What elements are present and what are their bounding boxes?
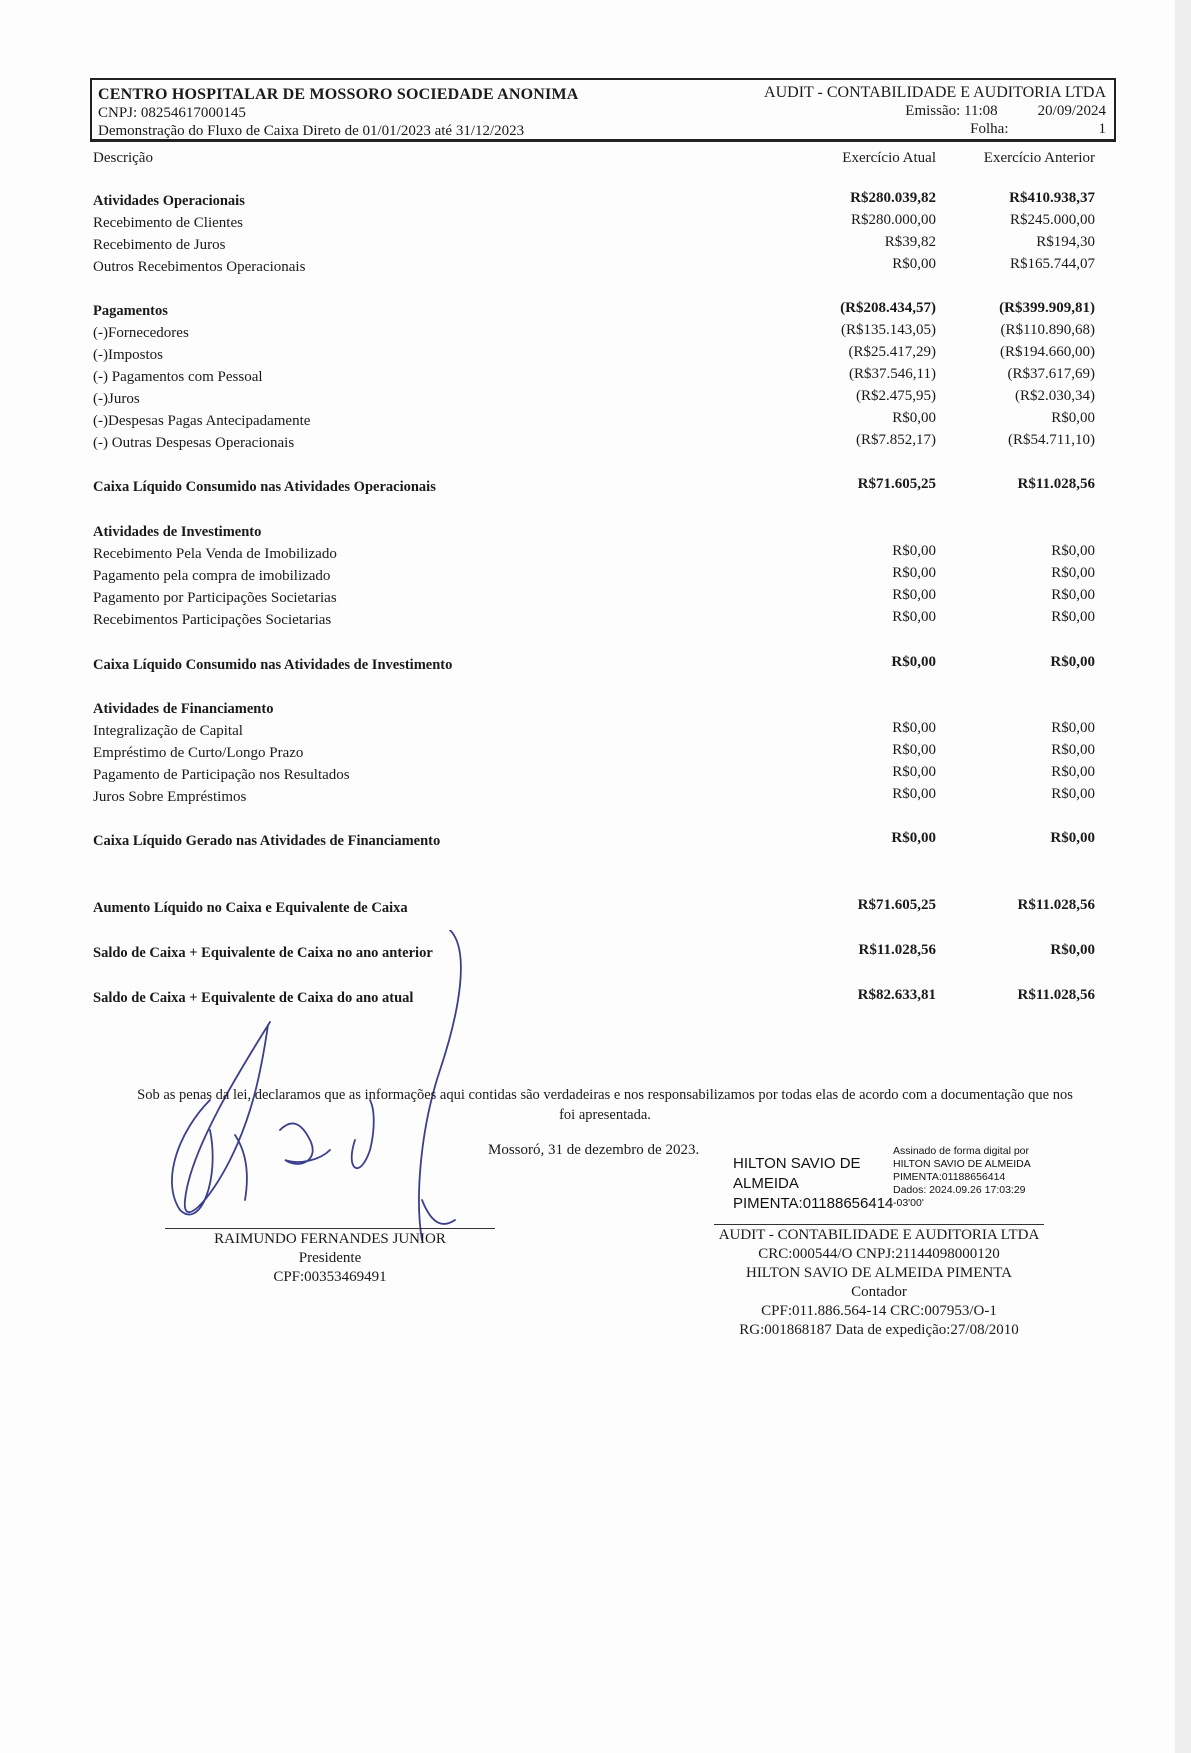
row-label: Caixa Líquido Gerado nas Atividades de Financiamento — [93, 833, 441, 849]
row-value-previous: R$0,00 — [1051, 587, 1095, 603]
accountant-name: HILTON SAVIO DE ALMEIDA PIMENTA — [745, 1265, 1013, 1281]
auditor-name: AUDIT - CONTABILIDADE E AUDITORIA LTDA — [764, 84, 1106, 101]
row-label: Juros Sobre Empréstimos — [93, 789, 247, 805]
accountant-crc-cnpj: CRC:000544/O CNPJ:21144098000120 — [758, 1246, 1000, 1262]
row-label: Atividades de Financiamento — [93, 701, 274, 717]
row-value-previous: R$0,00 — [1051, 786, 1095, 802]
row-value-current: R$0,00 — [892, 543, 936, 559]
row-value-previous: (R$2.030,34) — [1015, 388, 1095, 404]
row-value-previous: (R$399.909,81) — [999, 300, 1095, 316]
row-label: Caixa Líquido Consumido nas Atividades Operacionais — [93, 479, 436, 495]
accountant-signature-line — [714, 1224, 1044, 1225]
row-label: Integralização de Capital — [93, 723, 243, 739]
row-value-current: R$0,00 — [891, 830, 936, 846]
row-value-current: R$0,00 — [892, 742, 936, 758]
row-value-previous: R$11.028,56 — [1017, 987, 1095, 1003]
row-label: (-)Juros — [93, 391, 140, 407]
report-title: Demonstração do Fluxo de Caixa Direto de 01/01/2023 até 31/12/2023 — [98, 123, 525, 139]
row-label: Saldo de Caixa + Equivalente de Caixa no ano anterior — [93, 945, 433, 961]
row-label: Atividades de Investimento — [93, 524, 262, 540]
report-header — [90, 78, 1116, 142]
digital-signature-info: Assinado de forma digital por HILTON SAVIO DE ALMEIDA PIMENTA:01188656414 Dados: 2024.09.26 17:03:29 -03'00' — [893, 1145, 1031, 1209]
row-label: (-)Impostos — [93, 347, 163, 363]
row-label: Recebimento de Juros — [93, 237, 226, 253]
emission-time: Emissão: 11:08 — [905, 103, 998, 119]
accountant-cpf-crc: CPF:011.886.564-14 CRC:007953/O-1 — [761, 1303, 997, 1319]
row-value-current: R$0,00 — [892, 609, 936, 625]
row-label: Saldo de Caixa + Equivalente de Caixa do ano atual — [93, 990, 414, 1006]
row-value-previous: R$165.744,07 — [1009, 256, 1095, 272]
row-value-previous: (R$110.890,68) — [1000, 322, 1095, 338]
row-value-previous: R$0,00 — [1051, 543, 1095, 559]
sheet-number: 1 — [1098, 121, 1106, 137]
page-edge — [1175, 0, 1191, 1753]
president-role: Presidente — [298, 1250, 362, 1266]
row-label: (-) Outras Despesas Operacionais — [93, 435, 295, 451]
row-value-current: R$71.605,25 — [857, 897, 936, 913]
row-label: (-)Fornecedores — [93, 325, 189, 341]
row-value-current: (R$7.852,17) — [856, 432, 936, 448]
declaration-line-1: Sob as penas da lei, declaramos que as informações aqui contidas são verdadeiras e nos responsabilizamos por todas elas de acordo com a documentação que nos — [137, 1087, 1073, 1103]
row-label: Pagamentos — [93, 303, 168, 319]
row-label: Caixa Líquido Consumido nas Atividades de Investimento — [93, 657, 453, 673]
row-label: Recebimentos Participações Societarias — [93, 612, 332, 628]
row-value-current: (R$2.475,95) — [856, 388, 936, 404]
column-header-previous-year: Exercício Anterior — [983, 150, 1095, 166]
row-value-current: R$0,00 — [892, 410, 936, 426]
emission-date: 20/09/2024 — [1037, 103, 1106, 119]
row-value-current: R$0,00 — [892, 256, 936, 272]
president-cpf: CPF:00353469491 — [273, 1269, 387, 1285]
row-value-current: R$0,00 — [892, 764, 936, 780]
row-label: Recebimento de Clientes — [93, 215, 243, 231]
accountant-block — [714, 1226, 1044, 1340]
row-value-previous: R$0,00 — [1051, 720, 1095, 736]
row-label: Pagamento de Participação nos Resultados — [93, 767, 350, 783]
row-value-previous: (R$194.660,00) — [1000, 344, 1095, 360]
row-value-previous: R$0,00 — [1051, 565, 1095, 581]
company-name: CENTRO HOSPITALAR DE MOSSORO SOCIEDADE ANONIMA — [98, 86, 579, 103]
accountant-rg: RG:001868187 Data de expedição:27/08/2010 — [739, 1322, 1019, 1338]
row-value-previous: R$11.028,56 — [1017, 897, 1095, 913]
row-label: Atividades Operacionais — [93, 193, 245, 209]
president-signature-line — [165, 1228, 495, 1229]
row-value-previous: (R$37.617,69) — [1007, 366, 1095, 382]
row-value-current: R$0,00 — [892, 587, 936, 603]
column-header-current-year: Exercício Atual — [842, 150, 936, 166]
row-value-previous: R$0,00 — [1051, 764, 1095, 780]
column-header-description: Descrição — [93, 150, 153, 166]
row-value-previous: (R$54.711,10) — [1008, 432, 1095, 448]
digital-signature-name: HILTON SAVIO DE ALMEIDA PIMENTA:01188656414 — [733, 1155, 894, 1212]
accountant-company: AUDIT - CONTABILIDADE E AUDITORIA LTDA — [718, 1227, 1040, 1243]
row-value-current: R$0,00 — [891, 654, 936, 670]
declaration — [100, 1085, 1110, 1125]
place-date: Mossoró, 31 de dezembro de 2023. — [488, 1142, 700, 1158]
row-value-current: (R$25.417,29) — [848, 344, 936, 360]
row-label: (-)Despesas Pagas Antecipadamente — [93, 413, 311, 429]
row-value-current: R$0,00 — [892, 720, 936, 736]
row-label: Aumento Líquido no Caixa e Equivalente de Caixa — [93, 900, 408, 916]
row-value-current: R$11.028,56 — [858, 942, 936, 958]
row-value-current: R$0,00 — [892, 786, 936, 802]
row-label: Recebimento Pela Venda de Imobilizado — [93, 546, 337, 562]
row-value-current: R$280.000,00 — [850, 212, 936, 228]
row-label: Outros Recebimentos Operacionais — [93, 259, 306, 275]
sheet-label: Folha: — [970, 121, 1009, 137]
row-value-previous: R$410.938,37 — [1009, 190, 1095, 206]
row-value-previous: R$0,00 — [1051, 609, 1095, 625]
row-label: (-) Pagamentos com Pessoal — [93, 369, 263, 385]
row-value-previous: R$0,00 — [1050, 830, 1095, 846]
row-label: Pagamento por Participações Societarias — [93, 590, 337, 606]
row-value-current: R$82.633,81 — [857, 987, 936, 1003]
row-value-current: (R$37.546,11) — [849, 366, 936, 382]
row-value-previous: R$0,00 — [1050, 942, 1095, 958]
row-value-current: R$280.039,82 — [850, 190, 936, 206]
row-value-current: R$71.605,25 — [857, 476, 936, 492]
row-label: Empréstimo de Curto/Longo Prazo — [93, 745, 304, 761]
sheet-info — [970, 121, 1106, 138]
emission-info — [905, 103, 1106, 120]
row-value-current: (R$208.434,57) — [840, 300, 936, 316]
row-value-previous: R$11.028,56 — [1017, 476, 1095, 492]
row-value-previous: R$245.000,00 — [1009, 212, 1095, 228]
row-value-previous: R$0,00 — [1050, 654, 1095, 670]
row-label: Pagamento pela compra de imobilizado — [93, 568, 331, 584]
accountant-role: Contador — [851, 1284, 907, 1300]
row-value-previous: R$0,00 — [1051, 742, 1095, 758]
declaration-line-2: foi apresentada. — [559, 1107, 651, 1123]
row-value-current: R$39,82 — [884, 234, 936, 250]
row-value-previous: R$0,00 — [1051, 410, 1095, 426]
row-value-current: (R$135.143,05) — [841, 322, 936, 338]
president-block — [165, 1230, 495, 1287]
row-value-current: R$0,00 — [892, 565, 936, 581]
row-value-previous: R$194,30 — [1036, 234, 1095, 250]
president-name: RAIMUNDO FERNANDES JUNIOR — [214, 1231, 446, 1247]
company-cnpj: CNPJ: 08254617000145 — [98, 105, 246, 121]
